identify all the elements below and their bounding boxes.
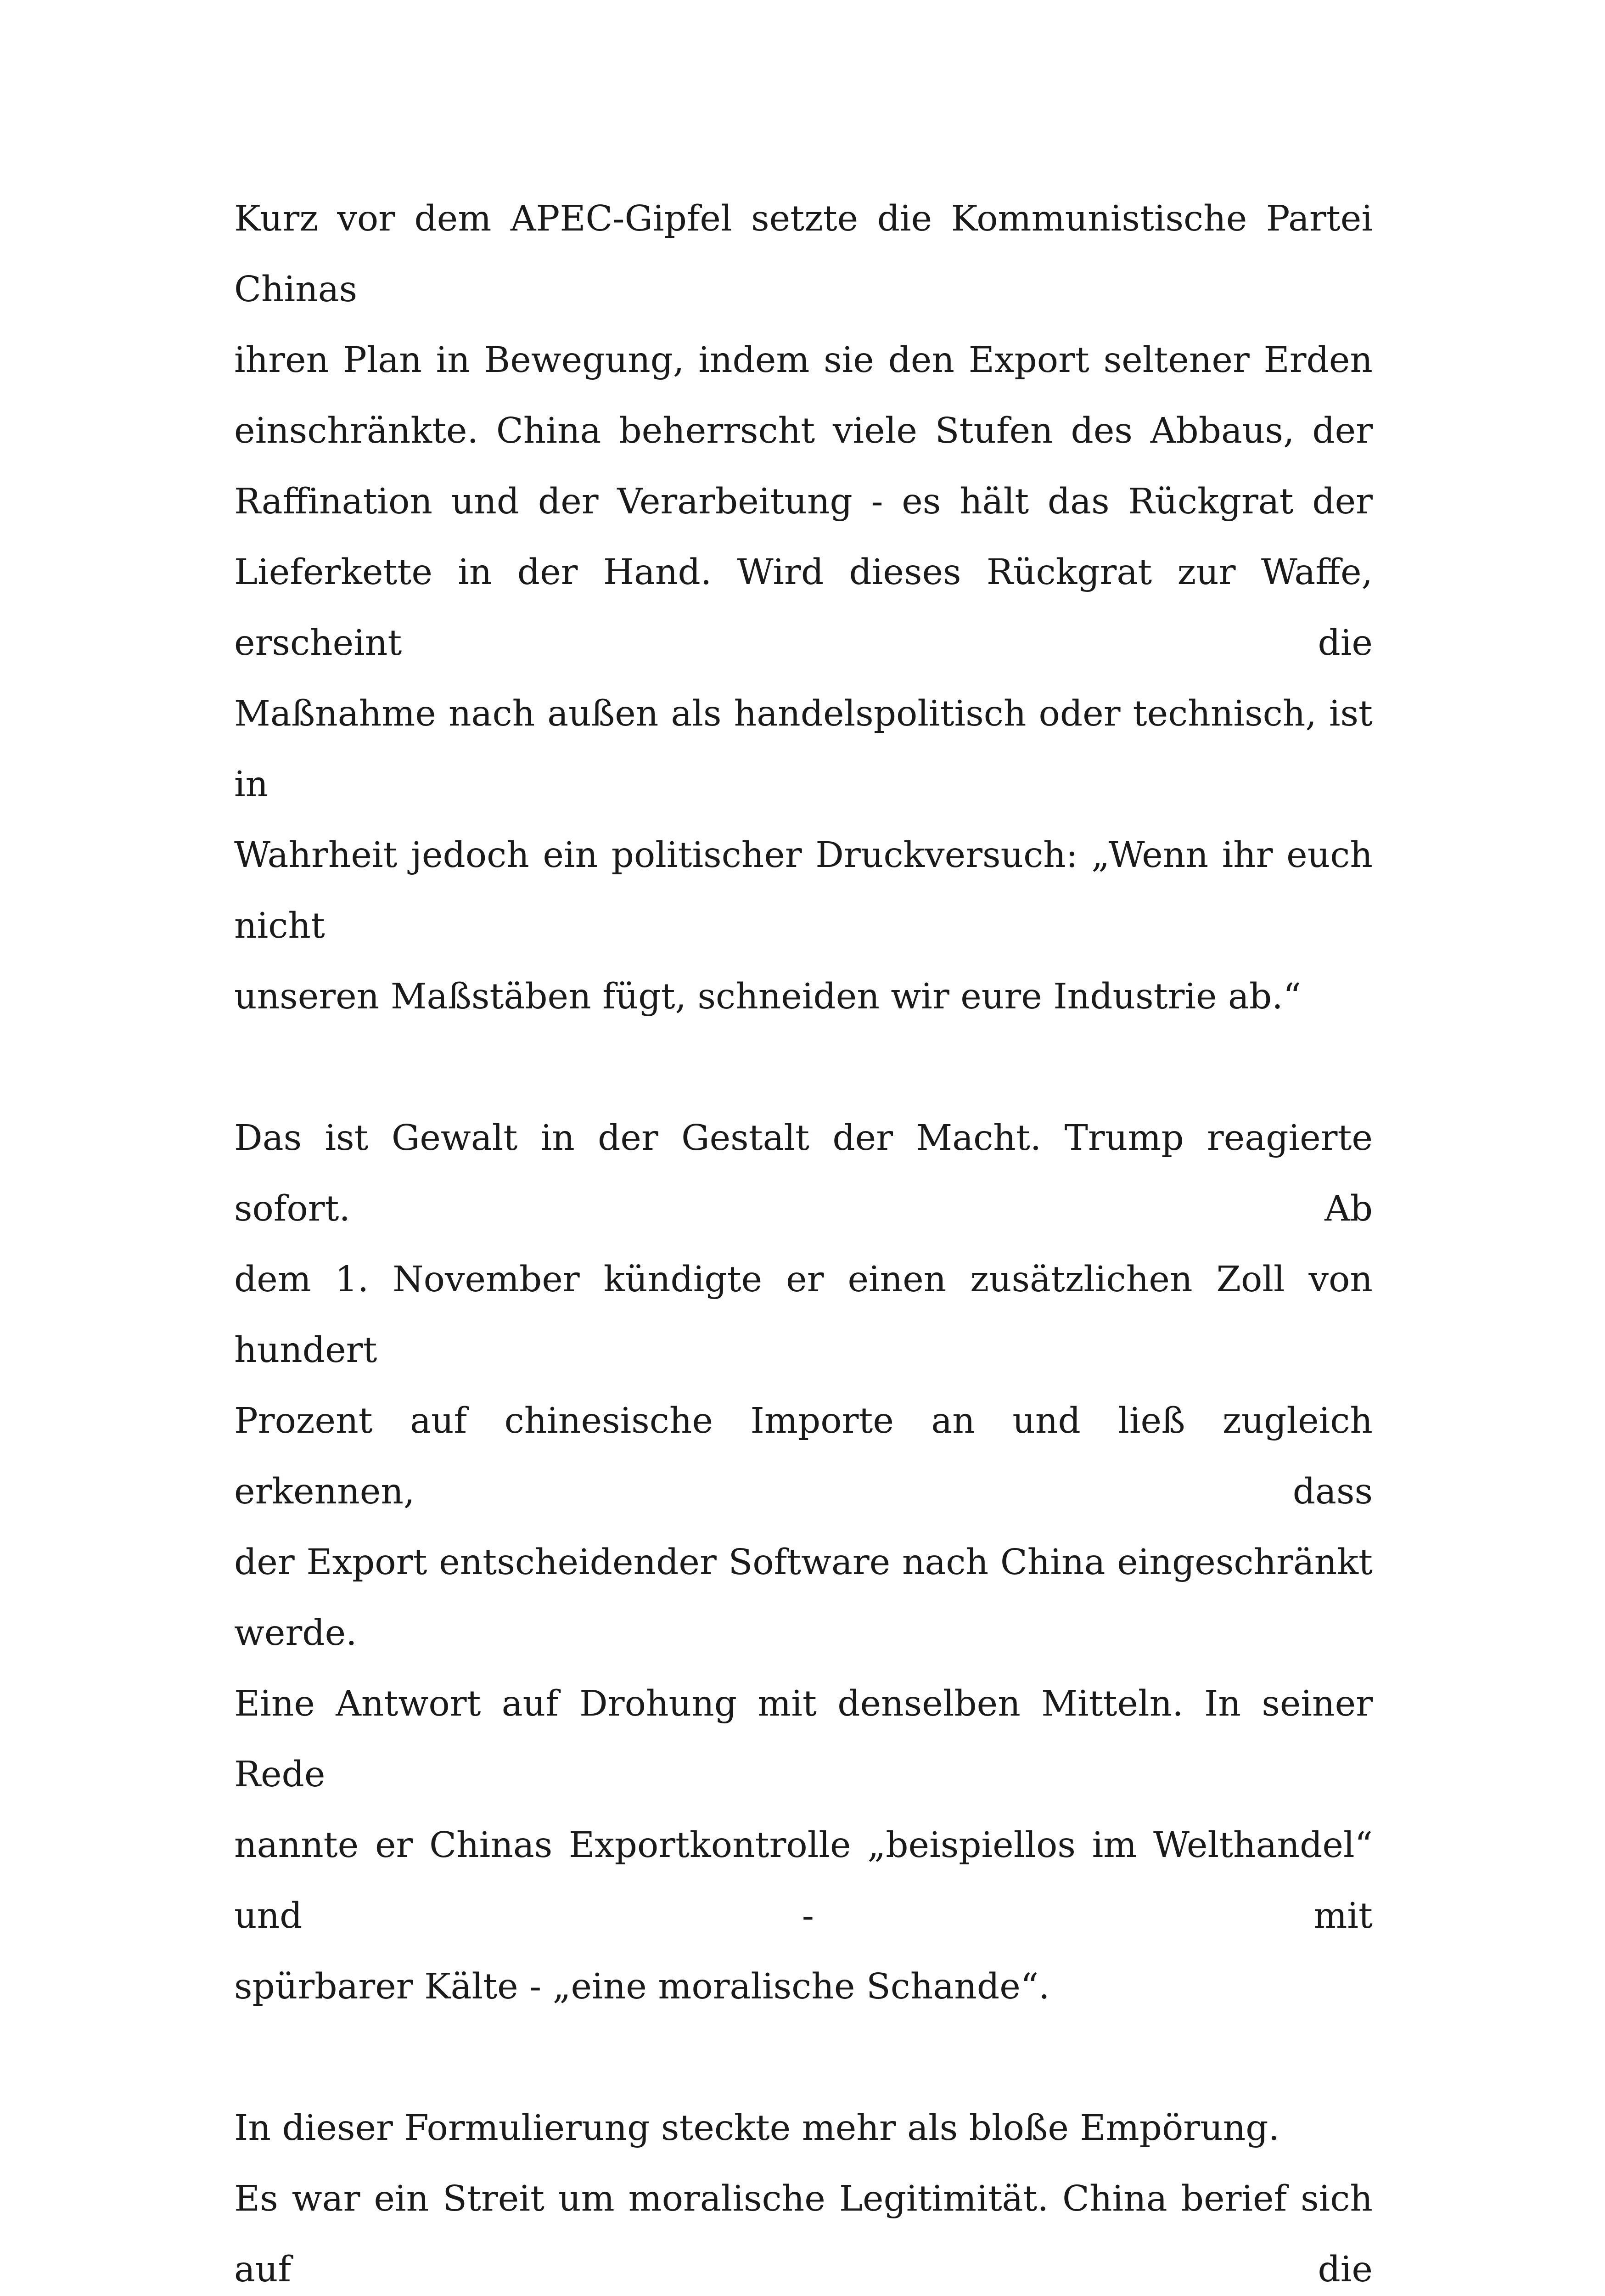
text-line: Lieferkette in der Hand. Wird dieses Rückgrat zur Waffe, erscheint die <box>234 552 1373 664</box>
text-line: Eine Antwort auf Drohung mit denselben Mitteln. In seiner Rede <box>234 1683 1373 1795</box>
text-line: unseren Maßstäben fügt, schneiden wir eure Industrie ab.“ <box>234 976 1302 1017</box>
text-line: Prozent auf chinesische Importe an und ließ zugleich erkennen, dass <box>234 1401 1373 1512</box>
paragraph-spacer <box>234 1032 1373 1103</box>
text-line: einschränkte. China beherrscht viele Stufen des Abbaus, der <box>234 411 1373 451</box>
paragraph-4 <box>234 2164 1373 2296</box>
text-line: ihren Plan in Bewegung, indem sie den Export seltener Erden <box>234 340 1373 381</box>
text-line: Wahrheit jedoch ein politischer Druckversuch: „Wenn ihr euch nicht <box>234 835 1373 946</box>
text-line: Raffination und der Verarbeitung - es hält das Rückgrat der <box>234 481 1373 522</box>
text-line: nannte er Chinas Exportkontrolle „beispiellos im Welthandel“ und - mit <box>234 1825 1373 1936</box>
text-line: Das ist Gewalt in der Gestalt der Macht. Trump reagierte sofort. Ab <box>234 1118 1373 1229</box>
text-line: dem 1. November kündigte er einen zusätzlichen Zoll von hundert <box>234 1259 1373 1371</box>
paragraph-3 <box>234 2093 1373 2164</box>
paragraph-1 <box>234 184 1373 1032</box>
text-line: spürbarer Kälte - „eine moralische Schande“. <box>234 1966 1050 2007</box>
text-line: Maßnahme nach außen als handelspolitisch oder technisch, ist in <box>234 693 1373 805</box>
document-body <box>234 184 1373 2296</box>
paragraph-2 <box>234 1103 1373 2022</box>
text-line: Kurz vor dem APEC-Gipfel setzte die Kommunistische Partei Chinas <box>234 198 1373 310</box>
text-line: der Export entscheidender Software nach China eingeschränkt werde. <box>234 1542 1373 1654</box>
text-line: Es war ein Streit um moralische Legitimität. China berief sich auf die <box>234 2178 1373 2290</box>
text-line: In dieser Formulierung steckte mehr als bloße Empörung. <box>234 2108 1280 2149</box>
paragraph-spacer <box>234 2022 1373 2093</box>
